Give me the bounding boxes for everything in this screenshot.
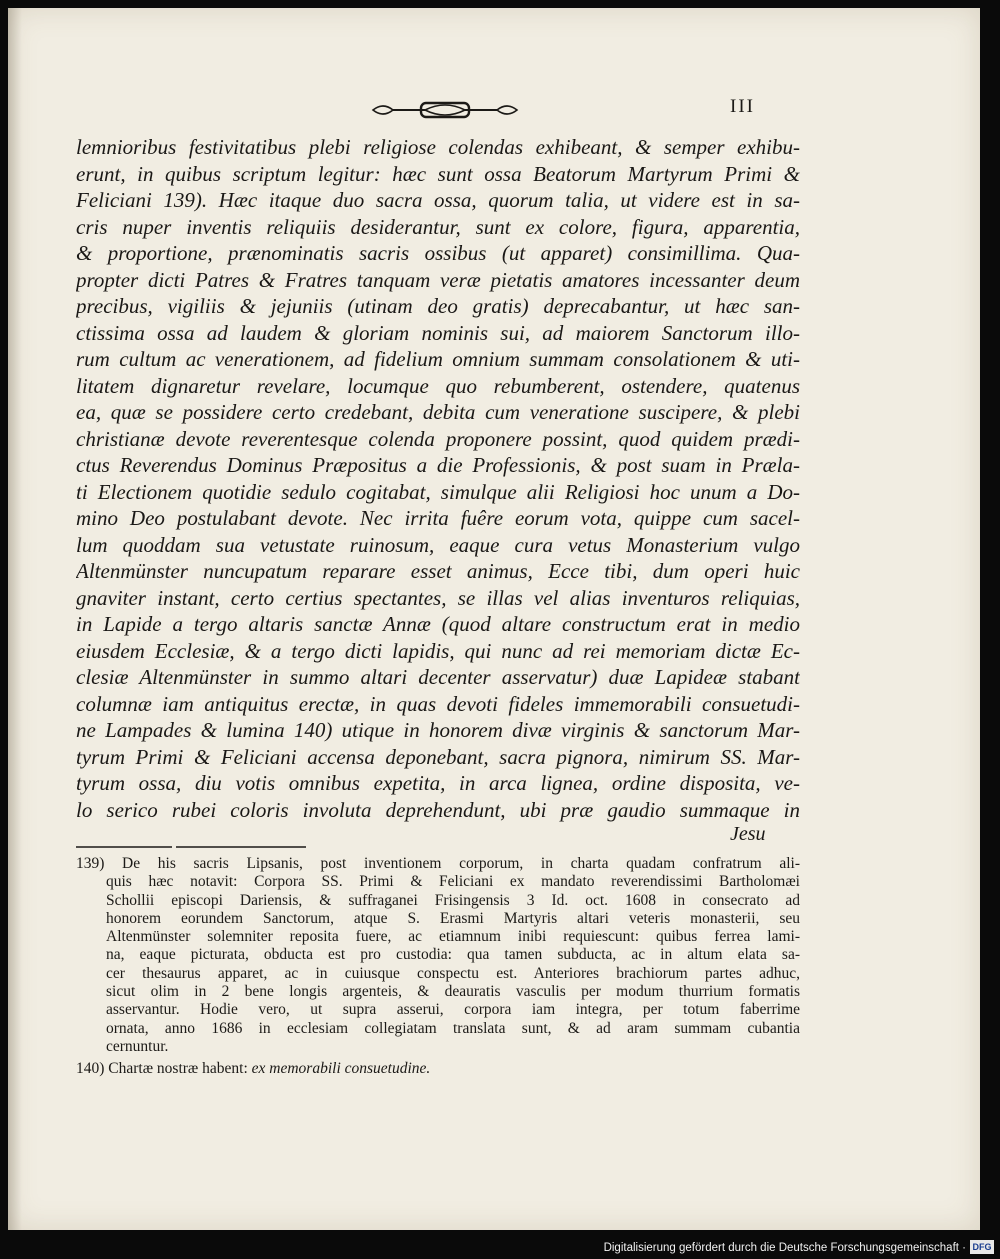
text-line: lemnioribus festivitatibus plebi religiose colendas exhibeant, & semper exhibu- bbox=[76, 135, 800, 159]
text-line: ctus Reverendus Dominus Præpositus a die Professionis, & post suam in Præla- bbox=[76, 453, 800, 477]
text-line: ti Electionem quotidie sedulo cogitabat, simulque alii Religiosi hoc unum a Do- bbox=[76, 479, 800, 504]
text-line: tyrum ossa, diu votis omnibus expetita, in arca lignea, ordine disposita, ve- bbox=[76, 771, 800, 795]
footnote-139-line: Schollii episcopi Dariensis, & suffraganei Frisingensis 3 Id. oct. 1608 in consecrato ad bbox=[106, 891, 800, 909]
text-line: mino Deo postulabant devote. Nec irrita fuêre eorum vota, quippe cum sacel- bbox=[76, 506, 800, 530]
page-gutter-shadow bbox=[8, 8, 22, 1230]
text-line: gnaviter instant, certo certius spectantes, se illas vel alias inventuros reliquias, bbox=[76, 585, 800, 610]
text-line: in Lapide a tergo altaris sanctæ Annæ (quod altare constructum erat in medio bbox=[76, 612, 800, 636]
text-line: tyrum Primi & Feliciani accensa deponebant, sacra pignora, nimirum SS. Mar- bbox=[76, 744, 800, 769]
text-line: eiusdem Ecclesiæ, & a tergo dicti lapidis, qui nunc ad rei memoriam dictæ Ec- bbox=[76, 638, 800, 663]
text-line: & proportione, prænominatis sacris ossibus (ut apparet) consimillima. Qua- bbox=[76, 241, 800, 265]
text-line: precibus, vigiliis & jejuniis (utinam deo gratis) deprecabantur, ut hæc san- bbox=[76, 294, 800, 318]
text-line: columnæ iam antiquitus erectæ, in quas devoti fideles immemorabili consuetudi- bbox=[76, 691, 800, 716]
text-line: lum quoddam sua vetustate ruinosum, eaque cura vetus Monasterium vulgo bbox=[76, 532, 800, 557]
text-line: clesiæ Altenmünster in summo altari decenter asservatur) duæ Lapideæ stabant bbox=[76, 665, 800, 689]
footnote-140 bbox=[76, 1060, 800, 1078]
footnotes bbox=[76, 855, 800, 1079]
page-header bbox=[8, 96, 980, 126]
text-line: Feliciani 139). Hæc itaque duo sacra ossa, quorum talia, ut videre est in sa- bbox=[76, 188, 800, 212]
footnote-separator-rule bbox=[76, 844, 306, 852]
text-line: cris nuper inventis reliquiis desiderantur, sunt ex colore, figura, apparentia, bbox=[76, 214, 800, 239]
text-line: propter dicti Patres & Fratres tanquam veræ pietatis amatores incessanter deum bbox=[76, 267, 800, 292]
footnote-139-line: asservantur. Hodie vero, ut supra asserui, corpora iam integra, per totum faberrime bbox=[106, 1001, 800, 1019]
catchword: Jesu bbox=[730, 823, 766, 845]
text-line: ctissima ossa ad laudem & gloriam nominis sui, ad maiorem Sanctorum illo- bbox=[76, 320, 800, 345]
footnote-139-line: sicut olim in 2 bene longis argenteis, & deauratis vasculis per modum thurrium formatis bbox=[106, 983, 800, 1001]
footnote-139-line: ornata, anno 1686 in ecclesiam collegiatam translata sunt, & ad aram summam cubantia bbox=[106, 1019, 800, 1037]
footnote-139-line: Altenmünster solemniter reposita fuere, ac etiamnum inibi requiescunt: quibus ferrea lami- bbox=[106, 928, 800, 946]
text-line: ne Lampades & lumina 140) utique in honorem divæ virginis & sanctorum Mar- bbox=[76, 718, 800, 742]
page-number: III bbox=[730, 96, 755, 117]
footnote-139-line: na, eaque picturata, obducta est pro custodia: qua tamen subducta, ac in altum elata sa- bbox=[106, 946, 800, 964]
text-line: lo serico rubei coloris involuta deprehendunt, ubi præ gaudio summaque in bbox=[76, 797, 800, 822]
footnote-139-line: cernuntur. bbox=[106, 1037, 169, 1055]
text-line: christianæ devote reverentesque colenda proponere possint, quod quidem prædi- bbox=[76, 426, 800, 451]
footnote-140-text: ex memorabili consuetudine. bbox=[251, 1060, 431, 1078]
text-line: erunt, in quibus scriptum legitur: hæc sunt ossa Beatorum Martyrum Primi & bbox=[76, 161, 800, 186]
funding-credit: Digitalisierung gefördert durch die Deutsche Forschungsgemeinschaft · bbox=[603, 1242, 966, 1254]
footnote-139-line: honorem eorundem Sanctorum, atque S. Erasmi Martyris altari veteris monasterii, seu bbox=[106, 909, 800, 927]
footnote-139-line: 139) De his sacris Lipsanis, post inventionem corporum, in charta quadam confratrum ali- bbox=[76, 855, 800, 872]
footnote-140-label: 140) Chartæ nostræ habent: bbox=[76, 1060, 248, 1078]
text-line: litatem dignaretur revelare, locumque quo rebumberent, ostendere, quatenus bbox=[76, 373, 800, 398]
header-ornament-icon bbox=[365, 98, 525, 122]
book-page bbox=[8, 8, 980, 1230]
text-line: Altenmünster nuncupatum reparare esset animus, Ecce tibi, dum operi huic bbox=[76, 559, 800, 583]
text-line: ea, quæ se possidere certo credebant, debita cum veneratione suscipere, & plebi bbox=[76, 400, 800, 424]
dfg-logo-icon: DFG bbox=[970, 1240, 994, 1254]
text-line: rum cultum ac venerationem, ad fidelium omnium summam consolationem & uti- bbox=[76, 347, 800, 371]
body-text bbox=[76, 134, 800, 823]
footnote-139-line: cer thesaurus apparet, ac in cuiusque conspectu est. Anteriores brachiorum partes adhuc, bbox=[106, 964, 800, 982]
footnote-139-line: quis hæc notavit: Corpora SS. Primi & Feliciani ex mandato reverendissimi Bartholomæi bbox=[106, 873, 800, 891]
